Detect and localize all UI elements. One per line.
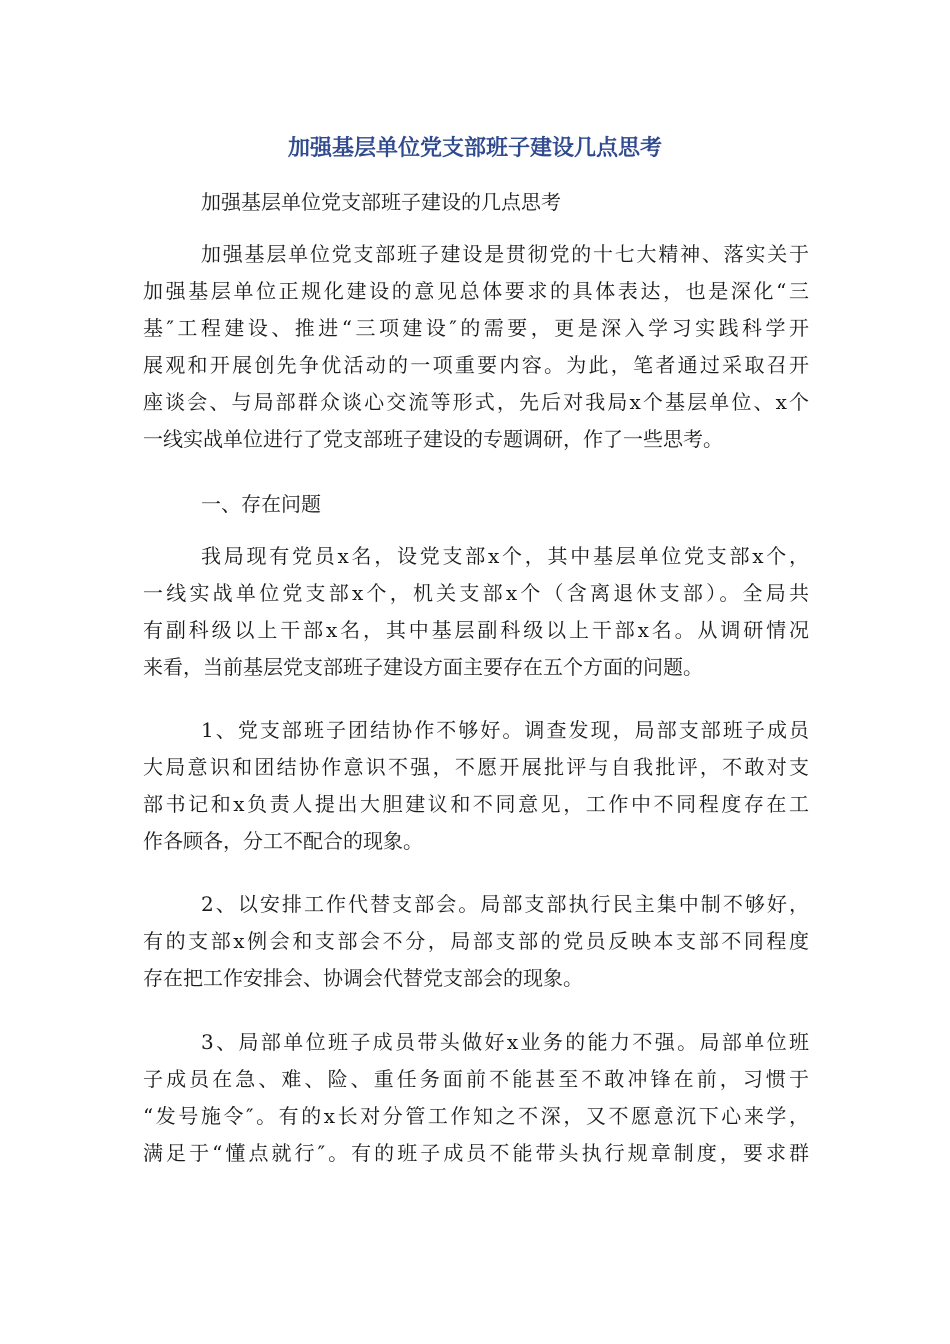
document-title: 加强基层单位党支部班子建设几点思考 <box>287 136 662 161</box>
paragraph-line: 我局现有党员x名，设党支部x个，其中基层单位党支部x个， <box>201 544 809 568</box>
paragraph-line: 满足于“懂点就行″。有的班子成员不能带头执行规章制度，要求群 <box>143 1141 809 1165</box>
paragraph-line: 来看，当前基层党支部班子建设方面主要存在五个方面的问题。 <box>143 655 703 679</box>
paragraph-line: 基″工程建设、推进“三项建设″的需要，更是深入学习实践科学开 <box>143 316 809 340</box>
paragraph-issue-3 <box>143 1024 809 1172</box>
paragraph-line: 作各顾各，分工不配合的现象。 <box>143 829 423 853</box>
paragraph-line: 大局意识和团结协作意识不强，不愿开展批评与自我批评，不敢对支 <box>143 755 809 779</box>
paragraph-line: “发号施令″。有的x长对分管工作知之不深，又不愿意沉下心来学， <box>143 1104 809 1128</box>
paragraph-issue-2 <box>143 886 809 997</box>
paragraph-line: 1、党支部班子团结协作不够好。调查发现，局部支部班子成员 <box>201 718 809 742</box>
paragraph-line: 2、以安排工作代替支部会。局部支部执行民主集中制不够好， <box>201 892 809 916</box>
subtitle-line: 加强基层单位党支部班子建设的几点思考 <box>201 190 561 214</box>
section-heading-problems <box>143 486 809 523</box>
paragraph-line: 有副科级以上干部x名，其中基层副科级以上干部x名。从调研情况 <box>143 618 809 642</box>
paragraph-line: 座谈会、与局部群众谈心交流等形式，先后对我局x个基层单位、x个 <box>143 390 809 414</box>
paragraph-line: 一线实战单位党支部x个，机关支部x个（含离退休支部）。全局共 <box>143 581 809 605</box>
document-subtitle <box>143 184 809 221</box>
paragraph-line: 部书记和x负责人提出大胆建议和不同意见，工作中不同程度存在工 <box>143 792 809 816</box>
paragraph-line: 存在把工作安排会、协调会代替党支部会的现象。 <box>143 966 583 990</box>
paragraph-line: 加强基层单位正规化建设的意见总体要求的具体表达，也是深化“三 <box>143 279 809 303</box>
paragraph-line: 3、局部单位班子成员带头做好x业务的能力不强。局部单位班 <box>201 1030 809 1054</box>
paragraph-line: 一线实战单位进行了党支部班子建设的专题调研，作了一些思考。 <box>143 427 723 451</box>
paragraph-issue-1 <box>143 712 809 860</box>
paragraph-line: 子成员在急、难、险、重任务面前不能甚至不敢冲锋在前，习惯于 <box>143 1067 809 1091</box>
paragraph-intro <box>143 236 809 458</box>
paragraph-line: 一、存在问题 <box>201 492 321 516</box>
paragraph-line: 有的支部x例会和支部会不分，局部支部的党员反映本支部不同程度 <box>143 929 809 953</box>
paragraph-line: 展观和开展创先争优活动的一项重要内容。为此，笔者通过采取召开 <box>143 353 809 377</box>
paragraph-line: 加强基层单位党支部班子建设是贯彻党的十七大精神、落实关于 <box>201 242 809 266</box>
paragraph-overview <box>143 538 809 686</box>
